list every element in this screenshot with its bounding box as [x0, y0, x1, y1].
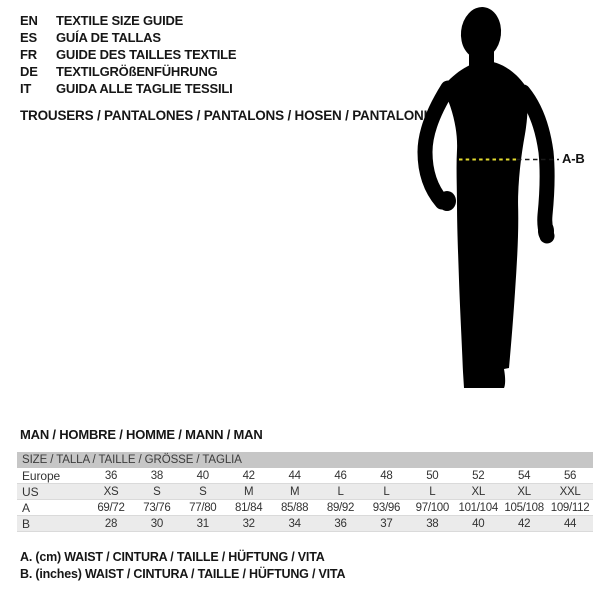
table-cell: 48 — [380, 469, 393, 482]
table-cell: S — [153, 485, 161, 498]
size-table — [17, 452, 593, 532]
language-row-de — [20, 63, 236, 80]
language-title: TEXTILE SIZE GUIDE — [56, 13, 184, 28]
language-row-it — [20, 80, 236, 97]
language-title: GUIDE DES TAILLES TEXTILE — [56, 47, 237, 62]
category-title: TROUSERS / PANTALONES / PANTALONS / HOSEN / PANTALONI — [20, 108, 428, 123]
table-cell: 101/104 — [458, 501, 498, 514]
language-title: GUÍA DE TALLAS — [56, 30, 161, 45]
table-cell: 89/92 — [326, 501, 355, 514]
table-cell: 77/80 — [189, 501, 217, 514]
table-cell: 73/76 — [143, 501, 171, 514]
language-row-es — [20, 29, 236, 46]
language-title: GUIDA ALLE TAGLIE TESSILI — [56, 81, 233, 96]
table-cell: 42 — [242, 469, 255, 482]
table-cell: 93/96 — [372, 501, 401, 514]
table-cell: 38 — [426, 517, 439, 530]
language-row-en — [20, 12, 236, 29]
table-cell: 46 — [334, 469, 347, 482]
table-cell: 50 — [426, 469, 439, 482]
table-cell: XXL — [559, 485, 581, 498]
table-cell: 36 — [334, 517, 347, 530]
measurement-notes — [20, 550, 345, 584]
table-cell: 52 — [472, 469, 485, 482]
table-cell: L — [383, 485, 390, 498]
section-title-man: MAN / HOMBRE / HOMME / MANN / MAN — [20, 427, 263, 442]
size-table-header: SIZE / TALLA / TAILLE / GRÖSSE / TAGLIA — [17, 452, 593, 468]
table-cell: 36 — [104, 469, 118, 482]
row-label: A — [22, 500, 30, 515]
table-cell: XL — [517, 485, 531, 498]
table-cell: M — [289, 485, 300, 498]
table-cell: 69/72 — [97, 501, 125, 514]
language-title: TEXTILGRÖßENFÜHRUNG — [56, 64, 218, 79]
table-cell: 40 — [472, 517, 485, 530]
table-cell: 31 — [196, 517, 209, 530]
silhouette-left-arm — [425, 88, 448, 202]
table-cell: 109/112 — [550, 501, 590, 514]
table-cell: L — [429, 485, 436, 498]
row-label: US — [22, 484, 39, 499]
silhouette-right-arm — [523, 92, 547, 236]
table-cell: 30 — [150, 517, 163, 530]
table-row-a-cm — [17, 500, 593, 516]
table-cell: 34 — [288, 517, 301, 530]
table-cell: 44 — [288, 469, 301, 482]
note-a-cm: A. (cm) WAIST / CINTURA / TAILLE / HÜFTUNG / VITA — [20, 550, 325, 564]
table-cell: 44 — [563, 517, 577, 530]
language-code: EN — [20, 13, 38, 28]
table-cell: L — [337, 485, 344, 498]
table-cell: 38 — [150, 469, 163, 482]
language-code: IT — [20, 81, 32, 96]
table-cell: 42 — [518, 517, 531, 530]
language-code: DE — [20, 64, 38, 79]
silhouette-shape — [438, 5, 554, 388]
table-cell: 97/100 — [415, 501, 449, 514]
table-cell: 28 — [104, 517, 118, 530]
table-cell: 54 — [518, 469, 531, 482]
waist-measure-label: A-B — [562, 151, 585, 166]
table-cell: 81/84 — [235, 501, 263, 514]
table-cell: 37 — [380, 517, 393, 530]
row-label: B — [22, 516, 30, 531]
table-cell: M — [244, 485, 254, 498]
table-row-us — [17, 484, 593, 500]
table-row-b-inches — [17, 516, 593, 532]
table-cell: 40 — [196, 469, 209, 482]
table-cell: 32 — [242, 517, 255, 530]
table-cell: XL — [471, 485, 485, 498]
table-row-europe — [17, 468, 593, 484]
language-list — [20, 12, 236, 97]
table-cell: 85/88 — [280, 501, 309, 514]
note-b-inches: B. (inches) WAIST / CINTURA / TAILLE / HÜFTUNG / VITA — [20, 567, 346, 581]
table-cell: S — [199, 485, 207, 498]
table-cell: 105/108 — [504, 501, 544, 514]
table-cell: XS — [103, 485, 119, 498]
language-code: FR — [20, 47, 37, 62]
language-code: ES — [20, 30, 37, 45]
table-cell: 56 — [563, 469, 577, 482]
row-label: Europe — [22, 468, 61, 483]
language-row-fr — [20, 46, 236, 63]
